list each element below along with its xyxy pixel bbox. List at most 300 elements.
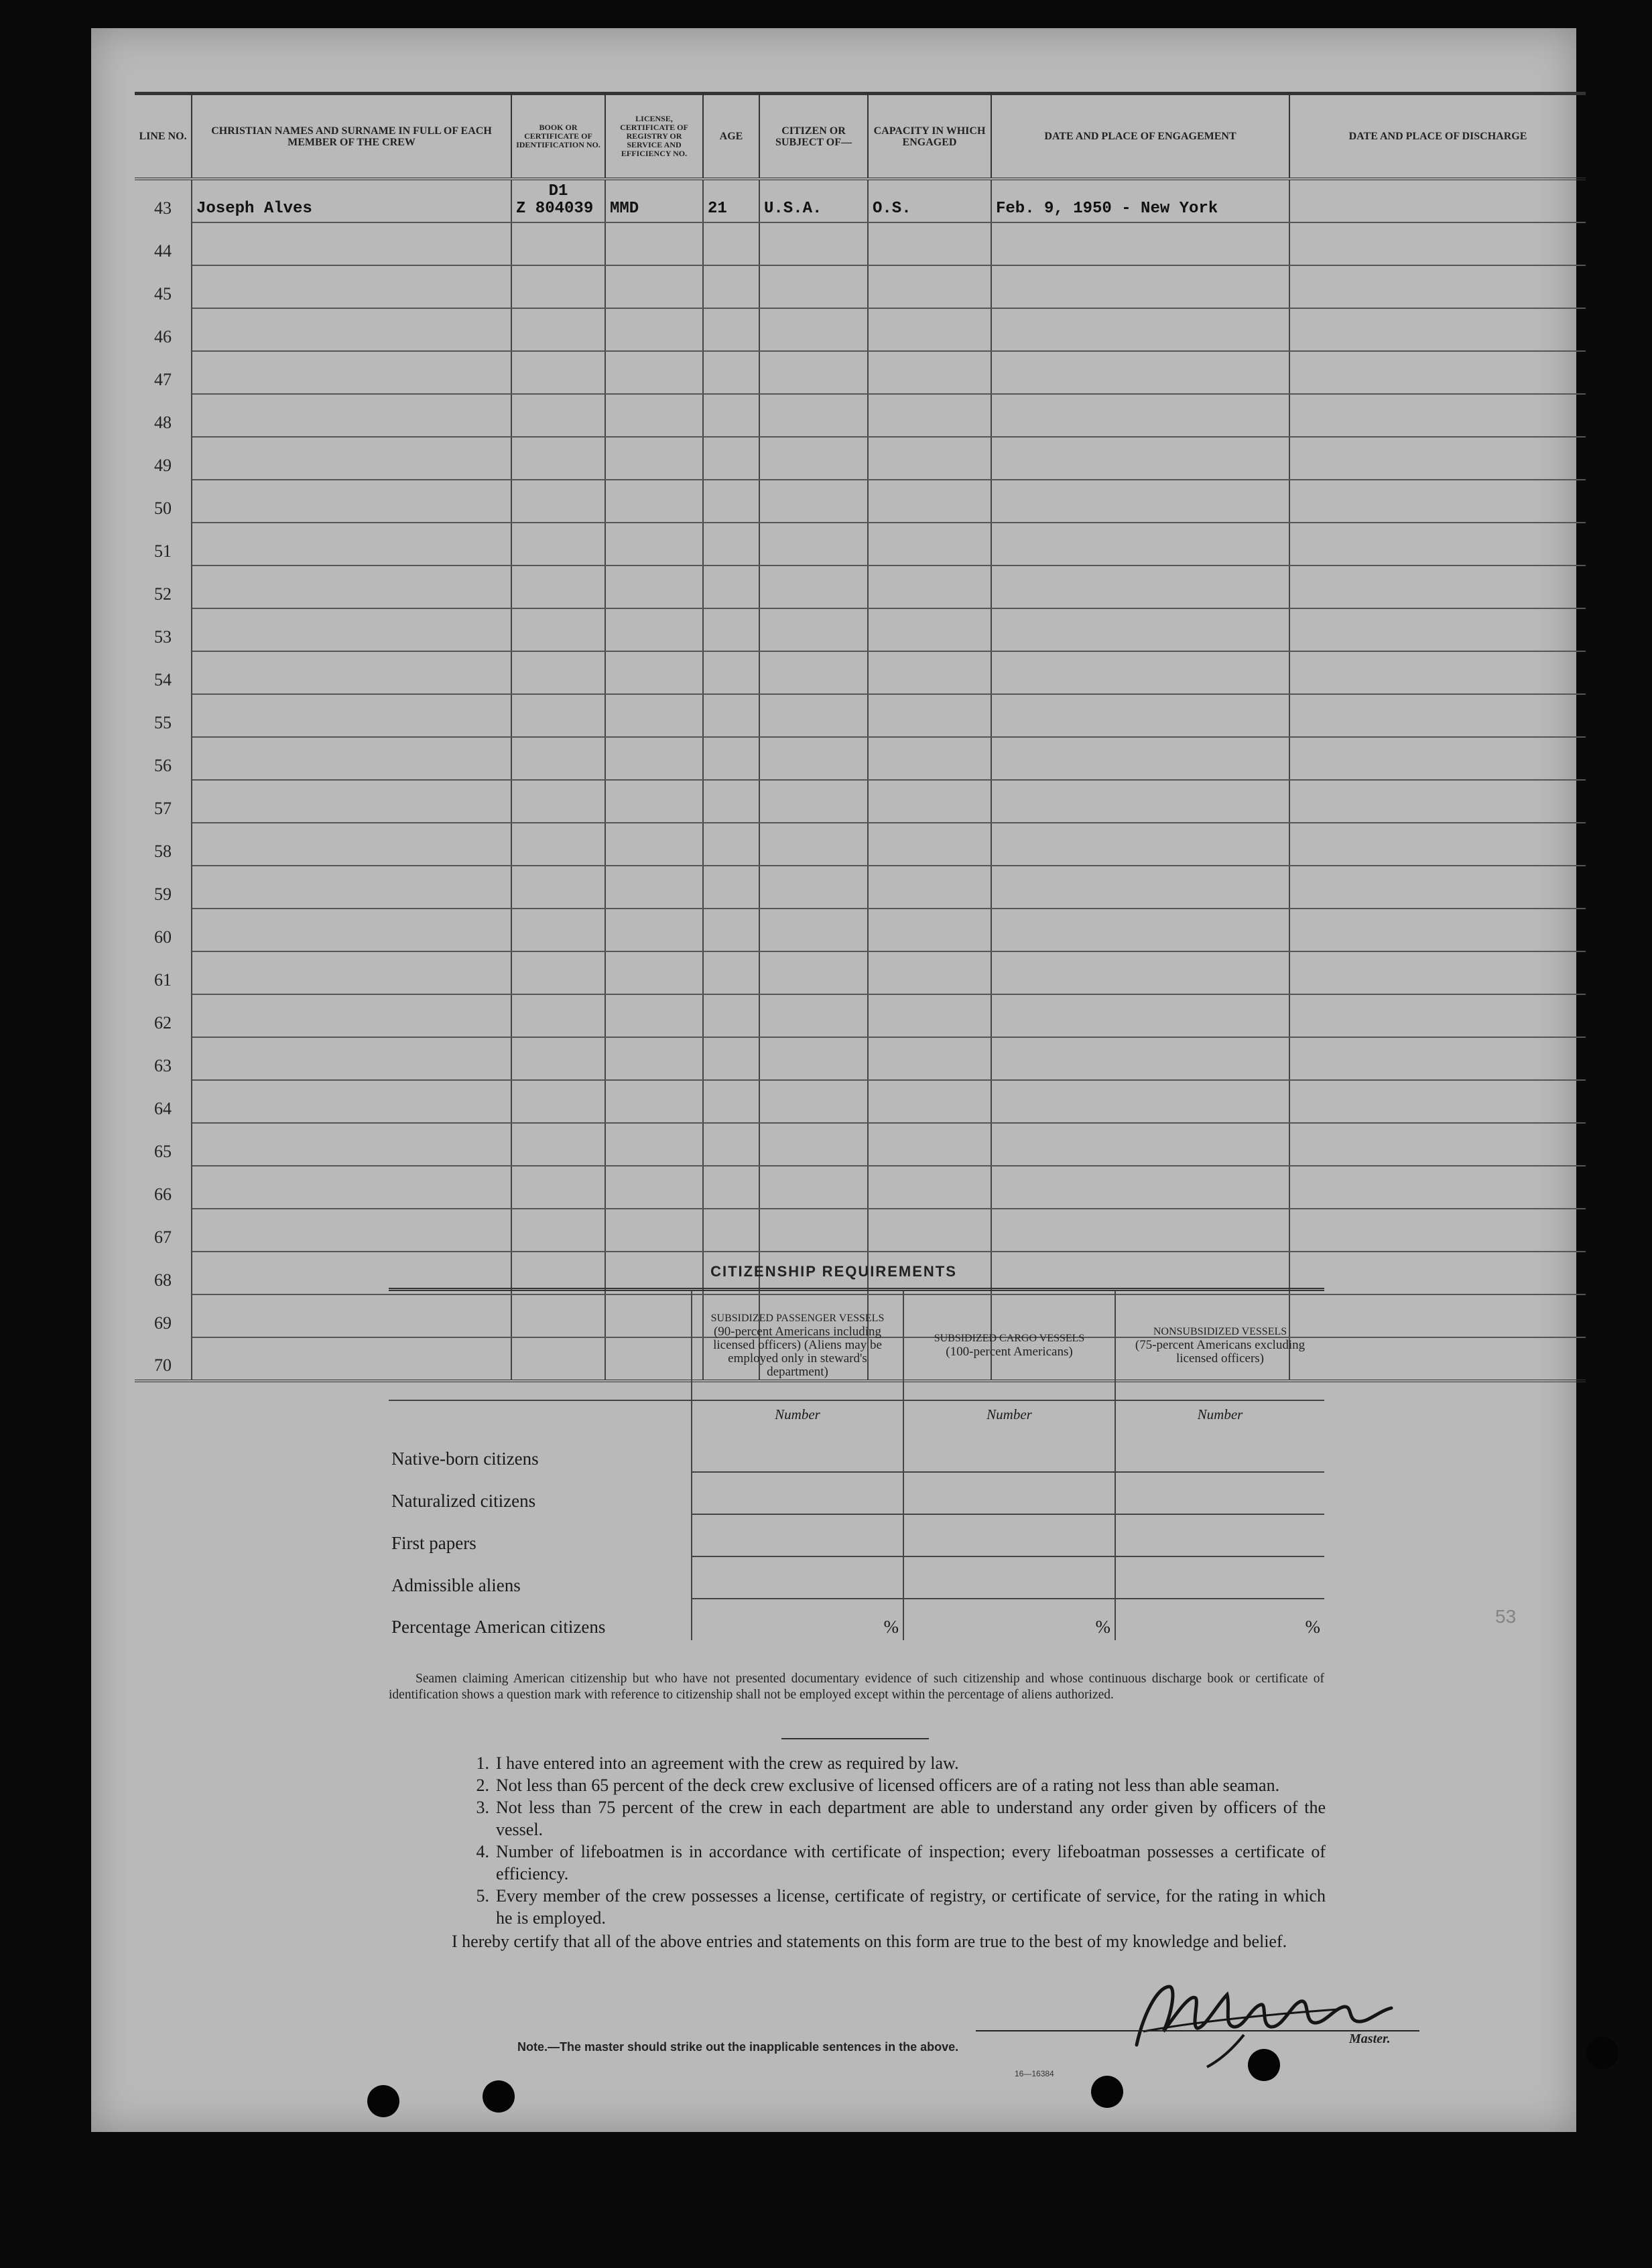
crew-cell-age[interactable] xyxy=(703,523,759,565)
crew-line-number: 49 xyxy=(135,437,192,480)
crew-cell-citizen[interactable] xyxy=(759,823,868,866)
crew-cell-capacity[interactable] xyxy=(868,437,991,480)
crew-cell-engagement[interactable] xyxy=(991,222,1289,265)
crew-cell-license[interactable] xyxy=(605,1080,703,1123)
crew-cell-capacity[interactable] xyxy=(868,694,991,737)
crew-line-number: 53 xyxy=(135,608,192,651)
crew-cell-age[interactable] xyxy=(703,823,759,866)
crew-cell-license[interactable] xyxy=(605,222,703,265)
crew-cell-book[interactable] xyxy=(511,308,605,351)
crew-cell-engagement[interactable] xyxy=(991,694,1289,737)
crew-cell-age[interactable] xyxy=(703,565,759,608)
crew-cell-age[interactable] xyxy=(703,909,759,951)
cell-native-nonsubsidized[interactable] xyxy=(1115,1430,1324,1472)
crew-cell-discharge[interactable] xyxy=(1289,651,1586,694)
crew-cell-book[interactable] xyxy=(511,394,605,437)
citizenship-note: Seamen claiming American citizenship but who have not presented documentary evidence of such citizenship and whose continuous discharge book or certificate of identification shows a question mark with reference to citizenship shall not be employed except within the percentage of aliens authorized. xyxy=(389,1672,1324,1702)
crew-cell-engagement[interactable] xyxy=(991,951,1289,994)
crew-cell-age[interactable] xyxy=(703,866,759,909)
header-age: AGE xyxy=(703,94,759,180)
crew-cell-book[interactable] xyxy=(511,351,605,394)
crew-cell-license[interactable] xyxy=(605,1166,703,1209)
crew-cell-engagement[interactable] xyxy=(991,1209,1289,1252)
crew-line-number: 48 xyxy=(135,394,192,437)
crew-line-number: 55 xyxy=(135,694,192,737)
citizenship-row-percentage xyxy=(389,1599,1324,1640)
crew-cell-capacity[interactable] xyxy=(868,1080,991,1123)
statement-number: 3. xyxy=(476,1798,489,1817)
crew-cell-name[interactable] xyxy=(192,308,511,351)
crew-cell-age[interactable] xyxy=(703,994,759,1037)
crew-cell-discharge[interactable] xyxy=(1289,351,1586,394)
crew-cell-engagement[interactable] xyxy=(991,823,1289,866)
crew-cell-book[interactable] xyxy=(511,222,605,265)
crew-cell-engagement[interactable] xyxy=(991,780,1289,823)
crew-cell-book[interactable] xyxy=(511,1166,605,1209)
crew-cell-engagement[interactable] xyxy=(991,1123,1289,1166)
crew-line-number: 46 xyxy=(135,308,192,351)
cell-native-passenger[interactable] xyxy=(692,1430,903,1472)
crew-cell-engagement[interactable] xyxy=(991,1037,1289,1080)
crew-cell-citizen[interactable] xyxy=(759,1080,868,1123)
crew-cell-license[interactable] xyxy=(605,523,703,565)
citizenship-row-first-papers xyxy=(389,1514,1324,1556)
header-line-no: LINE NO. xyxy=(135,94,192,180)
crew-line-number: 59 xyxy=(135,866,192,909)
crew-cell-license[interactable] xyxy=(605,823,703,866)
crew-cell-discharge[interactable] xyxy=(1289,951,1586,994)
crew-cell-capacity[interactable] xyxy=(868,651,991,694)
crew-cell-book[interactable] xyxy=(511,1123,605,1166)
crew-cell-age[interactable] xyxy=(703,1037,759,1080)
crew-cell-age[interactable] xyxy=(703,780,759,823)
header-license: LICENSE, CERTIFICATE OF REGISTRY OR SERVICE AND EFFICIENCY NO. xyxy=(605,94,703,180)
citizenship-header-row xyxy=(389,1290,1324,1401)
crew-cell-discharge[interactable] xyxy=(1289,394,1586,437)
crew-cell-capacity[interactable] xyxy=(868,909,991,951)
crew-cell-capacity[interactable] xyxy=(868,351,991,394)
crew-cell-discharge[interactable] xyxy=(1289,265,1586,308)
crew-cell-capacity[interactable] xyxy=(868,951,991,994)
unit-label-passenger: Number xyxy=(692,1400,903,1430)
crew-cell-discharge[interactable] xyxy=(1289,179,1586,222)
crew-cell-name[interactable] xyxy=(192,866,511,909)
statement-number: 2. xyxy=(476,1776,489,1795)
crew-cell-discharge[interactable] xyxy=(1289,737,1586,780)
crew-cell-discharge[interactable] xyxy=(1289,565,1586,608)
crew-cell-book[interactable] xyxy=(511,565,605,608)
crew-cell-name[interactable] xyxy=(192,523,511,565)
crew-cell-discharge[interactable] xyxy=(1289,222,1586,265)
crew-cell-citizen[interactable] xyxy=(759,951,868,994)
crew-cell-age[interactable] xyxy=(703,1123,759,1166)
crew-row xyxy=(135,1080,1586,1123)
crew-cell-book[interactable] xyxy=(511,437,605,480)
crew-cell-citizen[interactable] xyxy=(759,651,868,694)
crew-cell-capacity[interactable] xyxy=(868,265,991,308)
crew-row xyxy=(135,866,1586,909)
crew-cell-engagement[interactable]: Feb. 9, 1950 - New York xyxy=(991,179,1289,222)
crew-cell-name[interactable] xyxy=(192,651,511,694)
crew-cell-name[interactable] xyxy=(192,1166,511,1209)
crew-cell-citizen[interactable] xyxy=(759,1037,868,1080)
crew-cell-age[interactable] xyxy=(703,394,759,437)
citizenship-header-passenger xyxy=(692,1290,903,1401)
crew-cell-engagement[interactable] xyxy=(991,308,1289,351)
crew-cell-book[interactable] xyxy=(511,1037,605,1080)
crew-cell-age[interactable] xyxy=(703,737,759,780)
crew-cell-license[interactable] xyxy=(605,265,703,308)
crew-cell-book[interactable] xyxy=(511,694,605,737)
citizenship-title: CITIZENSHIP REQUIREMENTS xyxy=(710,1263,957,1280)
crew-cell-discharge[interactable] xyxy=(1289,1037,1586,1080)
crew-cell-license[interactable] xyxy=(605,694,703,737)
crew-cell-discharge[interactable] xyxy=(1289,1294,1586,1337)
crew-cell-discharge[interactable] xyxy=(1289,994,1586,1037)
crew-cell-discharge[interactable] xyxy=(1289,480,1586,523)
book-number: Z 804039 xyxy=(516,200,594,218)
crew-cell-engagement[interactable] xyxy=(991,866,1289,909)
document-page xyxy=(91,28,1576,2132)
crew-row xyxy=(135,437,1586,480)
crew-cell-discharge[interactable] xyxy=(1289,866,1586,909)
crew-cell-name[interactable] xyxy=(192,1037,511,1080)
crew-line-number: 56 xyxy=(135,737,192,780)
crew-cell-license[interactable] xyxy=(605,308,703,351)
crew-line-number: 54 xyxy=(135,651,192,694)
crew-cell-capacity[interactable] xyxy=(868,608,991,651)
citizenship-unit-row xyxy=(389,1400,1324,1430)
crew-cell-name[interactable] xyxy=(192,951,511,994)
crew-row xyxy=(135,523,1586,565)
crew-row xyxy=(135,480,1586,523)
statement-item xyxy=(393,1885,1326,1929)
crew-row xyxy=(135,308,1586,351)
crew-cell-name[interactable] xyxy=(192,437,511,480)
punch-hole xyxy=(1248,2049,1280,2081)
crew-line-number: 63 xyxy=(135,1037,192,1080)
crew-cell-engagement[interactable] xyxy=(991,565,1289,608)
crew-cell-license[interactable] xyxy=(605,866,703,909)
citizenship-body xyxy=(389,1400,1324,1640)
crew-line-number: 47 xyxy=(135,351,192,394)
crew-table-header-row xyxy=(135,94,1586,180)
crew-line-number: 58 xyxy=(135,823,192,866)
crew-cell-license[interactable] xyxy=(605,780,703,823)
crew-cell-name[interactable] xyxy=(192,351,511,394)
crew-cell-citizen[interactable] xyxy=(759,866,868,909)
crew-cell-citizen[interactable] xyxy=(759,437,868,480)
crew-cell-book[interactable] xyxy=(511,523,605,565)
crew-cell-name[interactable] xyxy=(192,1209,511,1252)
crew-row xyxy=(135,651,1586,694)
crew-cell-capacity[interactable] xyxy=(868,480,991,523)
crew-cell-book[interactable] xyxy=(511,179,605,222)
crew-cell-book[interactable] xyxy=(511,265,605,308)
crew-cell-capacity[interactable] xyxy=(868,1209,991,1252)
crew-cell-license[interactable]: MMD xyxy=(605,179,703,222)
crew-cell-name[interactable] xyxy=(192,823,511,866)
crew-cell-capacity[interactable] xyxy=(868,565,991,608)
crew-cell-book[interactable] xyxy=(511,480,605,523)
crew-cell-discharge[interactable] xyxy=(1289,437,1586,480)
crew-cell-citizen[interactable] xyxy=(759,694,868,737)
crew-cell-name[interactable] xyxy=(192,737,511,780)
crew-cell-citizen[interactable] xyxy=(759,222,868,265)
crew-cell-book[interactable] xyxy=(511,823,605,866)
cell-native-cargo[interactable] xyxy=(903,1430,1115,1472)
crew-cell-capacity[interactable] xyxy=(868,1037,991,1080)
cell-aliens-nonsubsidized[interactable] xyxy=(1115,1556,1324,1599)
crew-cell-age[interactable] xyxy=(703,480,759,523)
cell-naturalized-nonsubsidized[interactable] xyxy=(1115,1472,1324,1514)
faint-stamp-mark: 53 xyxy=(1495,1606,1517,1627)
crew-cell-license[interactable] xyxy=(605,1209,703,1252)
crew-cell-name[interactable] xyxy=(192,480,511,523)
crew-cell-discharge[interactable] xyxy=(1289,608,1586,651)
statement-item xyxy=(393,1841,1326,1885)
crew-cell-citizen[interactable] xyxy=(759,394,868,437)
crew-cell-citizen[interactable] xyxy=(759,909,868,951)
crew-row xyxy=(135,394,1586,437)
crew-cell-capacity[interactable] xyxy=(868,394,991,437)
crew-cell-license[interactable] xyxy=(605,651,703,694)
crew-cell-engagement[interactable] xyxy=(991,737,1289,780)
crew-cell-discharge[interactable] xyxy=(1289,823,1586,866)
cell-first-papers-passenger[interactable] xyxy=(692,1514,903,1556)
header-capacity: CAPACITY IN WHICH ENGAGED xyxy=(868,94,991,180)
statement-item xyxy=(393,1774,1326,1796)
crew-line-number: 44 xyxy=(135,222,192,265)
crew-cell-license[interactable] xyxy=(605,737,703,780)
crew-cell-citizen[interactable] xyxy=(759,308,868,351)
cell-percentage-nonsubsidized[interactable]: % xyxy=(1115,1599,1324,1640)
crew-cell-capacity[interactable] xyxy=(868,780,991,823)
header-names: CHRISTIAN NAMES AND SURNAME IN FULL OF EACH MEMBER OF THE CREW xyxy=(192,94,511,180)
nonsubsidized-detail: (75-percent Americans excluding licensed officers) xyxy=(1135,1338,1306,1365)
crew-row xyxy=(135,608,1586,651)
crew-cell-discharge[interactable] xyxy=(1289,1209,1586,1252)
crew-cell-age[interactable] xyxy=(703,1166,759,1209)
crew-cell-engagement[interactable] xyxy=(991,1080,1289,1123)
crew-cell-discharge[interactable] xyxy=(1289,909,1586,951)
crew-cell-name[interactable] xyxy=(192,222,511,265)
crew-cell-age[interactable] xyxy=(703,651,759,694)
crew-cell-engagement[interactable] xyxy=(991,394,1289,437)
crew-cell-age[interactable] xyxy=(703,951,759,994)
cargo-heading: SUBSIDIZED CARGO VESSELS xyxy=(934,1333,1085,1344)
crew-row xyxy=(135,994,1586,1037)
crew-row xyxy=(135,1037,1586,1080)
crew-cell-engagement[interactable] xyxy=(991,351,1289,394)
crew-cell-capacity[interactable] xyxy=(868,823,991,866)
crew-row xyxy=(135,694,1586,737)
crew-cell-license[interactable] xyxy=(605,480,703,523)
crew-cell-license[interactable] xyxy=(605,437,703,480)
crew-cell-age[interactable] xyxy=(703,308,759,351)
crew-cell-engagement[interactable] xyxy=(991,265,1289,308)
crew-cell-engagement[interactable] xyxy=(991,523,1289,565)
crew-cell-citizen[interactable] xyxy=(759,1209,868,1252)
crew-cell-license[interactable] xyxy=(605,608,703,651)
citizenship-header-nonsubsidized xyxy=(1115,1290,1324,1401)
crew-cell-name[interactable] xyxy=(192,780,511,823)
crew-cell-citizen[interactable] xyxy=(759,608,868,651)
crew-cell-name[interactable] xyxy=(192,994,511,1037)
crew-cell-license[interactable] xyxy=(605,565,703,608)
crew-cell-citizen[interactable] xyxy=(759,1166,868,1209)
passenger-heading: SUBSIDIZED PASSENGER VESSELS xyxy=(710,1313,885,1324)
footer-note: Note.—The master should strike out the inapplicable sentences in the above. xyxy=(517,2040,959,2054)
crew-row xyxy=(135,1123,1586,1166)
crew-row xyxy=(135,179,1586,222)
crew-line-number: 51 xyxy=(135,523,192,565)
cell-naturalized-passenger[interactable] xyxy=(692,1472,903,1514)
crew-cell-book[interactable] xyxy=(511,866,605,909)
crew-cell-capacity[interactable] xyxy=(868,1123,991,1166)
crew-cell-book[interactable] xyxy=(511,737,605,780)
crew-cell-engagement[interactable] xyxy=(991,909,1289,951)
citizenship-row-native xyxy=(389,1430,1324,1472)
crew-line-number: 69 xyxy=(135,1294,192,1337)
crew-cell-capacity[interactable] xyxy=(868,1166,991,1209)
crew-cell-age[interactable] xyxy=(703,222,759,265)
crew-cell-name[interactable] xyxy=(192,608,511,651)
crew-row xyxy=(135,823,1586,866)
crew-cell-name[interactable] xyxy=(192,265,511,308)
crew-cell-book[interactable] xyxy=(511,608,605,651)
cell-first-papers-cargo[interactable] xyxy=(903,1514,1115,1556)
cell-percentage-passenger[interactable]: % xyxy=(692,1599,903,1640)
crew-cell-age[interactable] xyxy=(703,437,759,480)
crew-cell-engagement[interactable] xyxy=(991,437,1289,480)
statement-number: 4. xyxy=(476,1842,489,1861)
crew-cell-name[interactable] xyxy=(192,394,511,437)
crew-cell-capacity[interactable] xyxy=(868,737,991,780)
crew-cell-discharge[interactable] xyxy=(1289,1166,1586,1209)
crew-cell-capacity[interactable]: O.S. xyxy=(868,179,991,222)
crew-cell-age[interactable]: 21 xyxy=(703,179,759,222)
crew-row xyxy=(135,351,1586,394)
crew-cell-name[interactable] xyxy=(192,909,511,951)
crew-cell-age[interactable] xyxy=(703,351,759,394)
statement-text: I have entered into an agreement with the crew as required by law. xyxy=(496,1753,959,1773)
crew-cell-book[interactable] xyxy=(511,651,605,694)
cell-first-papers-nonsubsidized[interactable] xyxy=(1115,1514,1324,1556)
crew-table-body xyxy=(135,179,1586,1381)
crew-cell-license[interactable] xyxy=(605,351,703,394)
crew-cell-name[interactable] xyxy=(192,1123,511,1166)
crew-row xyxy=(135,909,1586,951)
crew-line-number: 62 xyxy=(135,994,192,1037)
crew-cell-engagement[interactable] xyxy=(991,608,1289,651)
crew-cell-citizen[interactable]: U.S.A. xyxy=(759,179,868,222)
crew-cell-discharge[interactable] xyxy=(1289,1080,1586,1123)
crew-cell-citizen[interactable] xyxy=(759,994,868,1037)
crew-cell-name[interactable]: Joseph Alves xyxy=(192,179,511,222)
citizenship-header-blank xyxy=(389,1290,692,1401)
crew-cell-license[interactable] xyxy=(605,909,703,951)
crew-cell-citizen[interactable] xyxy=(759,265,868,308)
crew-row xyxy=(135,780,1586,823)
crew-cell-engagement[interactable] xyxy=(991,994,1289,1037)
crew-cell-engagement[interactable] xyxy=(991,480,1289,523)
unit-row-blank xyxy=(389,1400,692,1430)
cell-percentage-cargo[interactable]: % xyxy=(903,1599,1115,1640)
crew-cell-discharge[interactable] xyxy=(1289,523,1586,565)
crew-cell-engagement[interactable] xyxy=(991,1166,1289,1209)
crew-cell-citizen[interactable] xyxy=(759,565,868,608)
crew-cell-book[interactable] xyxy=(511,909,605,951)
crew-cell-capacity[interactable] xyxy=(868,866,991,909)
row-label-naturalized: Naturalized citizens xyxy=(391,1491,536,1511)
cell-aliens-passenger[interactable] xyxy=(692,1556,903,1599)
crew-cell-citizen[interactable] xyxy=(759,780,868,823)
crew-cell-discharge[interactable] xyxy=(1289,1337,1586,1381)
crew-cell-name[interactable] xyxy=(192,565,511,608)
punch-hole xyxy=(483,2080,515,2113)
crew-cell-book[interactable] xyxy=(511,994,605,1037)
statement-number: 1. xyxy=(476,1753,489,1773)
crew-line-number: 50 xyxy=(135,480,192,523)
crew-cell-name[interactable] xyxy=(192,694,511,737)
crew-cell-book[interactable] xyxy=(511,951,605,994)
citizenship-table xyxy=(389,1288,1324,1640)
crew-cell-discharge[interactable] xyxy=(1289,694,1586,737)
crew-cell-citizen[interactable] xyxy=(759,480,868,523)
crew-cell-citizen[interactable] xyxy=(759,737,868,780)
crew-cell-discharge[interactable] xyxy=(1289,780,1586,823)
header-engagement: DATE AND PLACE OF ENGAGEMENT xyxy=(991,94,1289,180)
crew-cell-discharge[interactable] xyxy=(1289,1123,1586,1166)
crew-cell-age[interactable] xyxy=(703,1080,759,1123)
crew-line-number: 66 xyxy=(135,1166,192,1209)
crew-cell-age[interactable] xyxy=(703,694,759,737)
header-book: BOOK OR CERTIFICATE OF IDENTIFICATION NO. xyxy=(511,94,605,180)
crew-cell-name[interactable] xyxy=(192,1080,511,1123)
crew-cell-capacity[interactable] xyxy=(868,222,991,265)
crew-cell-license[interactable] xyxy=(605,1123,703,1166)
crew-cell-age[interactable] xyxy=(703,1209,759,1252)
crew-cell-engagement[interactable] xyxy=(991,651,1289,694)
crew-cell-age[interactable] xyxy=(703,265,759,308)
crew-cell-discharge[interactable] xyxy=(1289,308,1586,351)
crew-cell-book[interactable] xyxy=(511,1080,605,1123)
punch-hole xyxy=(367,2085,399,2117)
crew-list-table xyxy=(135,92,1586,1382)
row-label-first-papers: First papers xyxy=(391,1533,476,1553)
crew-cell-book[interactable] xyxy=(511,780,605,823)
crew-cell-license[interactable] xyxy=(605,394,703,437)
citizenship-row-aliens xyxy=(389,1556,1324,1599)
crew-cell-citizen[interactable] xyxy=(759,351,868,394)
cell-naturalized-cargo[interactable] xyxy=(903,1472,1115,1514)
book-prefix: D1 xyxy=(548,182,568,200)
crew-cell-age[interactable] xyxy=(703,608,759,651)
crew-cell-license[interactable] xyxy=(605,1037,703,1080)
row-label-aliens: Admissible aliens xyxy=(391,1575,521,1595)
crew-cell-capacity[interactable] xyxy=(868,523,991,565)
crew-cell-license[interactable] xyxy=(605,994,703,1037)
certification-text: I hereby certify that all of the above entries and statements on this form are true to the best of my knowledge and belief. xyxy=(452,1932,1287,1951)
crew-cell-license[interactable] xyxy=(605,951,703,994)
cell-aliens-cargo[interactable] xyxy=(903,1556,1115,1599)
crew-cell-book[interactable] xyxy=(511,1209,605,1252)
crew-cell-capacity[interactable] xyxy=(868,994,991,1037)
crew-cell-citizen[interactable] xyxy=(759,523,868,565)
crew-cell-citizen[interactable] xyxy=(759,1123,868,1166)
crew-cell-capacity[interactable] xyxy=(868,308,991,351)
